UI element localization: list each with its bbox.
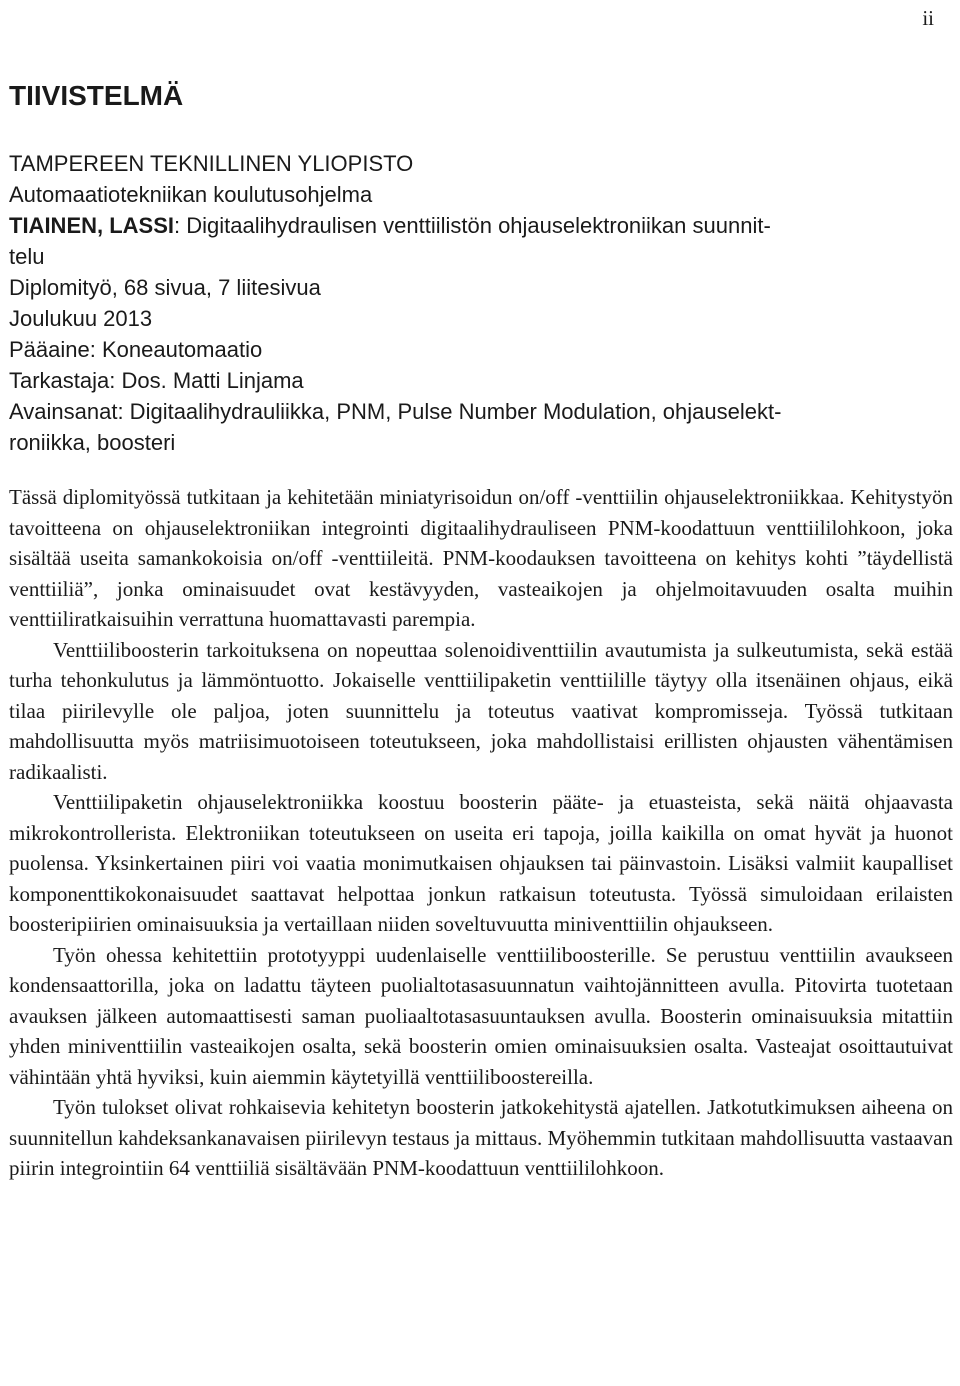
keywords-line-1: Avainsanat: Digitaalihydrauliikka, PNM, Pulse Number Modulation, ohjauselekt-: [9, 399, 782, 424]
examiner: Tarkastaja: Dos. Matti Linjama: [9, 368, 304, 393]
page-number: ii: [922, 6, 934, 30]
thesis-author-title: [9, 210, 949, 241]
degree-programme: Automaatiotekniikan koulutusohjelma: [9, 182, 373, 207]
abstract-paragraph-4: Työn ohessa kehitettiin prototyyppi uudenlaiselle venttiiliboosterille. Se perustuu venttiilin avaukseen kondensaattorilla, joka on ladattu täyteen puolialtotasasuunnatun vaihtojännitteen avulla. Pitovirta tuotetaan avauksen jälkeen automaattisesti saman puoliaaltotasasuuntauksen avulla. Boosterin ominaisuuksia mitattiin yhden miniventtiilin vasteaikojen osalta, sekä boosterin omien ominaisuuksien osalta. Vasteajat osoittautuivat vähintään yhtä hyviksi, kuin aiemmin käytetyillä venttiiliboostereilla.: [9, 942, 953, 1089]
university-name: TAMPEREEN TEKNILLINEN YLIOPISTO: [9, 151, 414, 176]
keywords-line-2: roniikka, boosteri: [9, 430, 176, 455]
abstract-paragraph-2: Venttiiliboosterin tarkoituksena on nopeuttaa solenoidiventtiilin avautumista ja sulkeutumista, sekä estää turha tehonkulutus ja lämmöntuotto. Jokaiselle venttiilipaketin venttiilille täytyy olla itsenäinen ohjaus, eikä tilaa piirilevylle ole paljoa, joten suunnittelu ja toteutus vaativat kompromisseja. Työssä tutkitaan mahdollisuutta myös matriisimuotoiseen toteutukseen, joka mahdollistaisi erillisten ohjausten vähentämisen radikaalisti.: [9, 637, 953, 784]
thesis-metadata: [9, 148, 949, 458]
major-subject: Pääaine: Koneautomaatio: [9, 337, 263, 362]
page-title: TIIVISTELMÄ: [9, 80, 184, 111]
thesis-title-line-2: telu: [9, 244, 45, 269]
abstract-body: [9, 482, 953, 1184]
abstract-paragraph-5: Työn tulokset olivat rohkaisevia kehitetyn boosterin jatkokehitystä ajatellen. Jatkotutkimuksen aiheena on suunnitellun kahdeksankanavaisen piirilevyn testaus ja mittaus. Myöhemmin tutkitaan mahdollisuutta vastaavan piirin integrointiin 64 venttiiliä sisältävään PNM-koodattuun venttiililohkoon.: [9, 1095, 953, 1180]
author-name: TIAINEN, LASSI: [9, 213, 175, 238]
thesis-title-line-1: : Digitaalihydraulisen venttiilistön ohjauselektroniikan suunnit-: [174, 213, 771, 238]
thesis-date: Joulukuu 2013: [9, 306, 153, 331]
abstract-paragraph-1: Tässä diplomityössä tutkitaan ja kehitetään miniatyrisoidun on/off -venttiilin ohjauselektroniikkaa. Kehitystyön tavoitteena on ohjauselektroniikan integrointi digitaalihydrauliseen PNM-koodattuun venttiililohkoon, joka sisältää useita samankokoisia on/off -venttiileitä. PNM-koodauksen tavoitteena on kehitys kohti ”täydellistä venttiiliä”, jonka ominaisuudet ovat kestävyyden, vasteaikojen ja ohjelmoitavuuden osalta muihin venttiiliratkaisuihin verrattuna huomattavasti parempia.: [9, 485, 953, 631]
abstract-paragraph-3: Venttiilipaketin ohjauselektroniikka koostuu boosterin pääte- ja etuasteista, sekä näitä ohjaavasta mikrokontrollerista. Elektroniikan toteutukseen on useita eri tapoja, joilla kaikilla on omat hyvät ja huonot puolensa. Yksinkertainen piiri voi vaatia monimutkaisen ohjauksen tai päinvastoin. Lisäksi valmiit kaupalliset komponenttikokonaisuudet saattavat helpottaa jonkun ratkaisun toteutusta. Työssä simuloidaan erilaisten boosteripiirien ominaisuuksia ja vertaillaan niiden soveltuvuutta miniventtiilin ohjaukseen.: [9, 790, 953, 936]
thesis-info: Diplomityö, 68 sivua, 7 liitesivua: [9, 275, 321, 300]
